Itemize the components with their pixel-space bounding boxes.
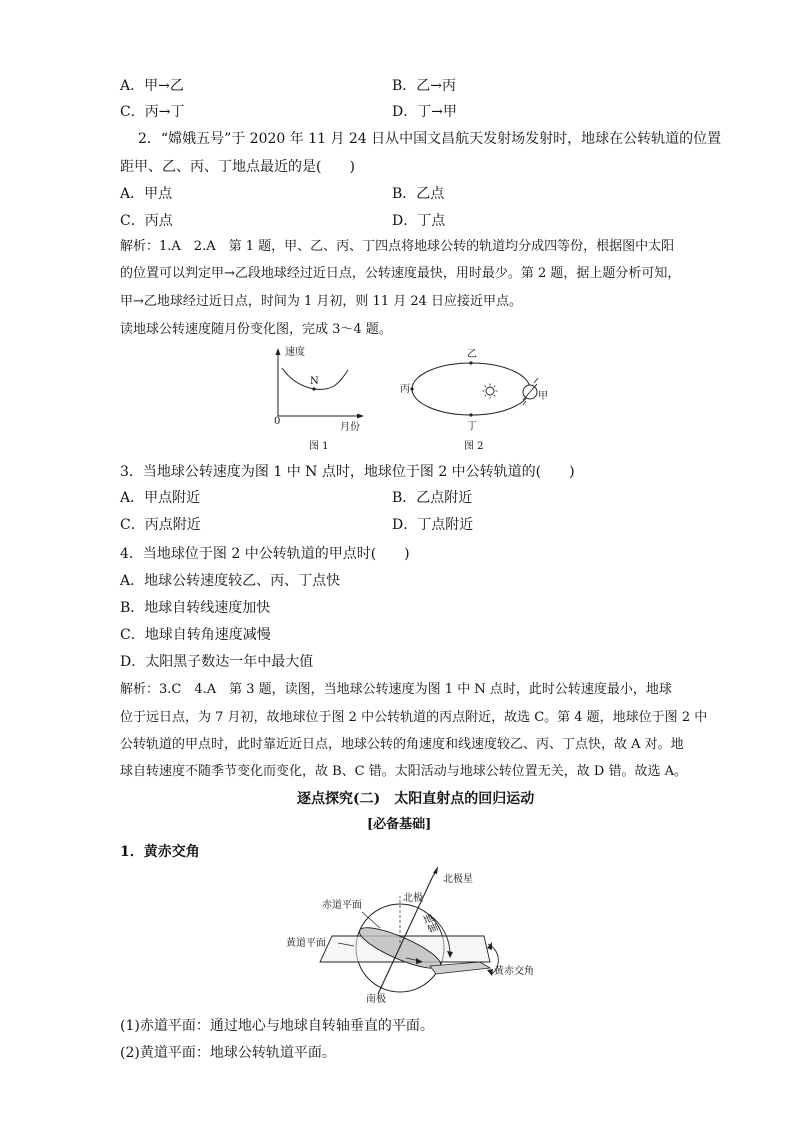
q2-option-c: C．丙点 xyxy=(120,213,173,229)
q3-option-a: A．甲点附近 xyxy=(120,490,201,506)
analysis2-line4: 球自转速度不随季节变化而变化，故 B、C 错。太阳活动与地球公转位置无关，故 D 错。故选 A。 xyxy=(120,764,687,779)
q4-option-c: C．地球自转角速度减慢 xyxy=(120,627,271,643)
fig2-label-yi: 乙 xyxy=(467,349,477,360)
q4-option-a: A．地球公转速度较乙、丙、丁点快 xyxy=(120,573,341,589)
sun-icon xyxy=(483,384,498,399)
q4-option-b: B．地球自转线速度加快 xyxy=(120,600,271,616)
earth-icon xyxy=(523,378,538,405)
intro-3-4: 读地球公转速度随月份变化图，完成 3～4 题。 xyxy=(120,322,392,337)
fig3-ecliptic-plane: 黄道平面 xyxy=(286,938,326,949)
fig2-label-jia: 甲 xyxy=(538,391,548,402)
fig1-caption: 图 1 xyxy=(309,441,329,452)
q1-option-b: B．乙→丙 xyxy=(392,78,457,94)
q3-option-c: C．丙点附近 xyxy=(120,517,201,533)
subsection-title: [必备基础] xyxy=(367,817,432,832)
definition-ecliptic-plane: (2)黄道平面：地球公转轨道平面。 xyxy=(120,1045,336,1061)
fig1-point-n: N xyxy=(310,376,319,387)
analysis1-line2: 的位置可以判定甲→乙段地球经过近日点，公转速度最快，用时最少。第 2 题，据上题分析可知， xyxy=(120,266,681,281)
q3-stem: 3．当地球公转速度为图 1 中 N 点时，地球位于图 2 中公转轨道的( ) xyxy=(120,464,575,480)
fig2-caption: 图 2 xyxy=(464,441,484,452)
q3-option-d: D．丁点附近 xyxy=(392,517,474,533)
fig3-south-pole: 南极 xyxy=(366,994,386,1005)
analysis1-line1: 解析：1.A 2.A 第 1 题，甲、乙、丙、丁四点将地球公转的轨道均分成四等份，根据图中太阳 xyxy=(120,239,675,254)
q1-option-d: D．丁→甲 xyxy=(392,104,457,120)
fig1-origin: 0 xyxy=(274,416,281,427)
fig1-xlabel: 月份 xyxy=(340,422,360,433)
fig3-north-star: 北极星 xyxy=(443,874,473,885)
analysis2-line1: 解析：3.C 4.A 第 3 题，读图，当地球公转速度为图 1 中 N 点时，此时公转速度最小，地球 xyxy=(120,682,672,697)
fig2-label-ding: 丁 xyxy=(467,421,477,432)
figure-3-obliquity xyxy=(280,866,540,1008)
analysis2-line3: 公转轨道的甲点时，此时靠近近日点，地球公转的角速度和线速度较乙、丙、丁点快，故 A 对。地 xyxy=(120,737,684,752)
fig3-axis: 地轴 xyxy=(419,912,438,936)
figure-2-orbit xyxy=(410,358,540,418)
q2-option-b: B．乙点 xyxy=(392,186,445,202)
q2-option-a: A．甲点 xyxy=(120,186,173,202)
fig3-north-pole: 北极 xyxy=(403,893,423,904)
definition-equator-plane: (1)赤道平面：通过地心与地球自转轴垂直的平面。 xyxy=(120,1018,434,1034)
fig3-obliquity: 黄赤交角 xyxy=(494,966,534,977)
q4-option-d: D．太阳黑子数达一年中最大值 xyxy=(120,654,314,670)
fig1-ylabel: 速度 xyxy=(285,347,305,358)
q4-stem: 4．当地球位于图 2 中公转轨道的甲点时( ) xyxy=(120,546,410,562)
analysis2-line2: 位于远日点，为 7 月初，故地球位于图 2 中公转轨道的丙点附近，故选 C。第 4 题，地球位于图 2 中 xyxy=(120,710,708,725)
q2-option-d: D．丁点 xyxy=(392,213,446,229)
item1-title: 1．黄赤交角 xyxy=(120,844,200,860)
q1-option-a: A．甲→乙 xyxy=(120,78,184,94)
fig2-label-bing: 丙 xyxy=(400,384,410,395)
section-title: 逐点探究(二) 太阳直射点的回归运动 xyxy=(297,791,535,807)
q2-stem-line2: 距甲、乙、丙、丁地点最近的是( ) xyxy=(120,159,355,175)
q1-option-c: C．丙→丁 xyxy=(120,104,185,120)
fig3-equator-plane: 赤道平面 xyxy=(322,900,362,911)
q2-stem-line1: 2．“嫦娥五号”于 2020 年 11 月 24 日从中国文昌航天发射场发射时，地球在公转轨道的位置 xyxy=(138,131,722,147)
q3-option-b: B．乙点附近 xyxy=(392,490,473,506)
analysis1-line3: 甲→乙地球经过近日点，时间为 1 月初，则 11 月 24 日应接近甲点。 xyxy=(120,294,523,309)
